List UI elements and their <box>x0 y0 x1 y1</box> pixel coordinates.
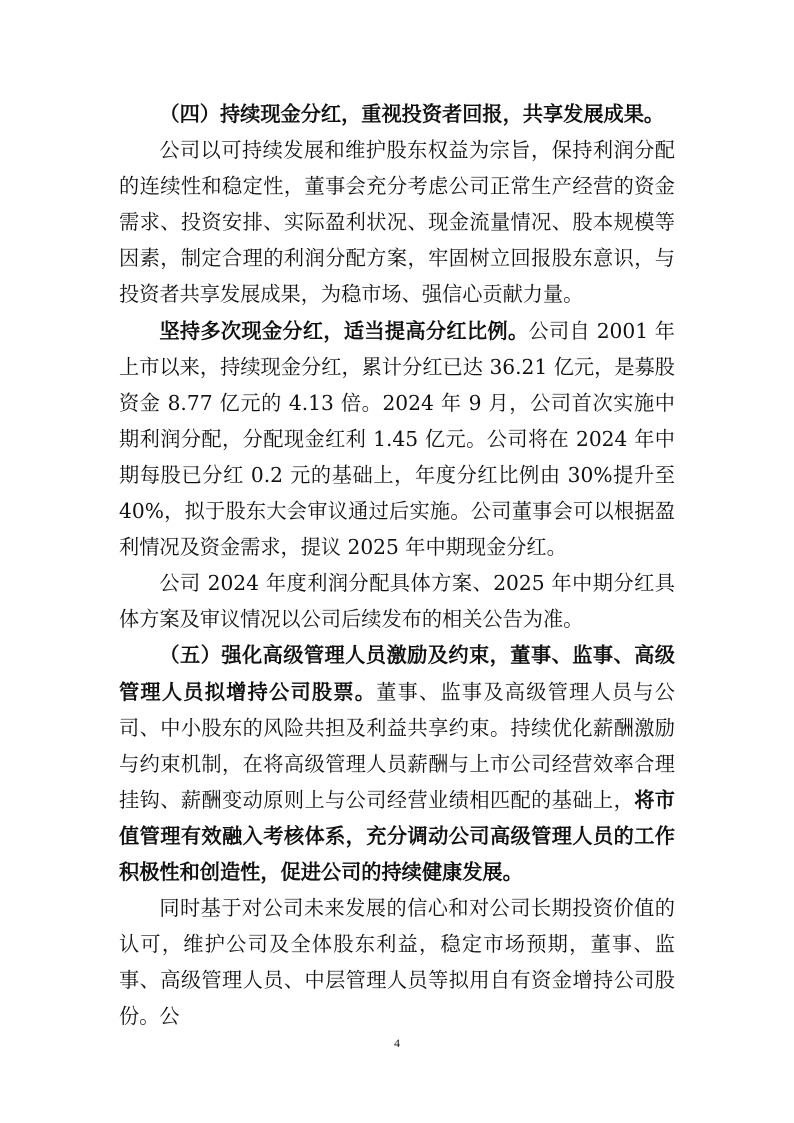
section-4-intro: 公司以可持续发展和维护股东权益为宗旨，保持利润分配的连续性和稳定性，董事会充分考虑公司正常生产经营的资金需求、投资安排、实际盈利状况、现金流量情况、股本规模等因素，制定合理的利润分配方案，牢固树立回报股东意识，与投资者共享发展成果，为稳市场、强信心贡献力量。 <box>119 138 675 307</box>
section-5-bold-text: 将市值管理有效融入考核体系，充分调动公司高级管理人员的工作积极性和创造性，促进公司的持续健康发展。 <box>119 787 675 884</box>
section-4-plan-note: 公司 2024 年度利润分配具体方案、2025 年中期分红具体方案及审议情况以公司后续发布的相关公告为准。 <box>119 571 675 632</box>
section-4-dividend-paragraph <box>119 313 675 566</box>
dividend-text: 公司自 2001 年上市以来，持续现金分红，累计分红已达 36.21 亿元，是募股资金 8.77 亿元的 4.13 倍。2024 年 9 月，公司首次实施中期利润分配，分配现金红利 1.45 亿元。公司将在 2024 年中期每股已分红 0.2 元的基础上，年度分红比例由 30%提升至 40%，拟于股东大会审议通过后实施。公司董事会可以根据盈利情况及资金需求，提议 2025 年中期现金分红。 <box>119 318 675 560</box>
document-body <box>119 96 675 1034</box>
section-5-heading: （五）强化高级管理人员激励及约束，董事、监事、高级管理人员拟增持公司股票。 <box>119 643 675 704</box>
section-5-paragraph <box>119 637 675 890</box>
dividend-lead: 坚持多次现金分红，适当提高分红比例。 <box>159 318 529 343</box>
section-4-heading-text: （四）持续现金分红，重视投资者回报，共享发展成果。 <box>159 102 665 126</box>
section-5-share-increase: 同时基于对公司未来发展的信心和对公司长期投资价值的认可，维护公司及全体股东利益，稳定市场预期，董事、监事、高级管理人员、中层管理人员等拟用自有资金增持公司股份。公 <box>119 896 675 1029</box>
section-4-heading <box>119 96 675 132</box>
page-number: 4 <box>394 1036 400 1050</box>
section-5-text: 董事、监事及高级管理人员与公司、中小股东的风险共担及利益共享约束。持续优化薪酬激励与约束机制，在将高级管理人员薪酬与上市公司经营效率合理挂钩、薪酬变动原则上与公司经营业绩相匹配的基础上， <box>119 679 675 812</box>
